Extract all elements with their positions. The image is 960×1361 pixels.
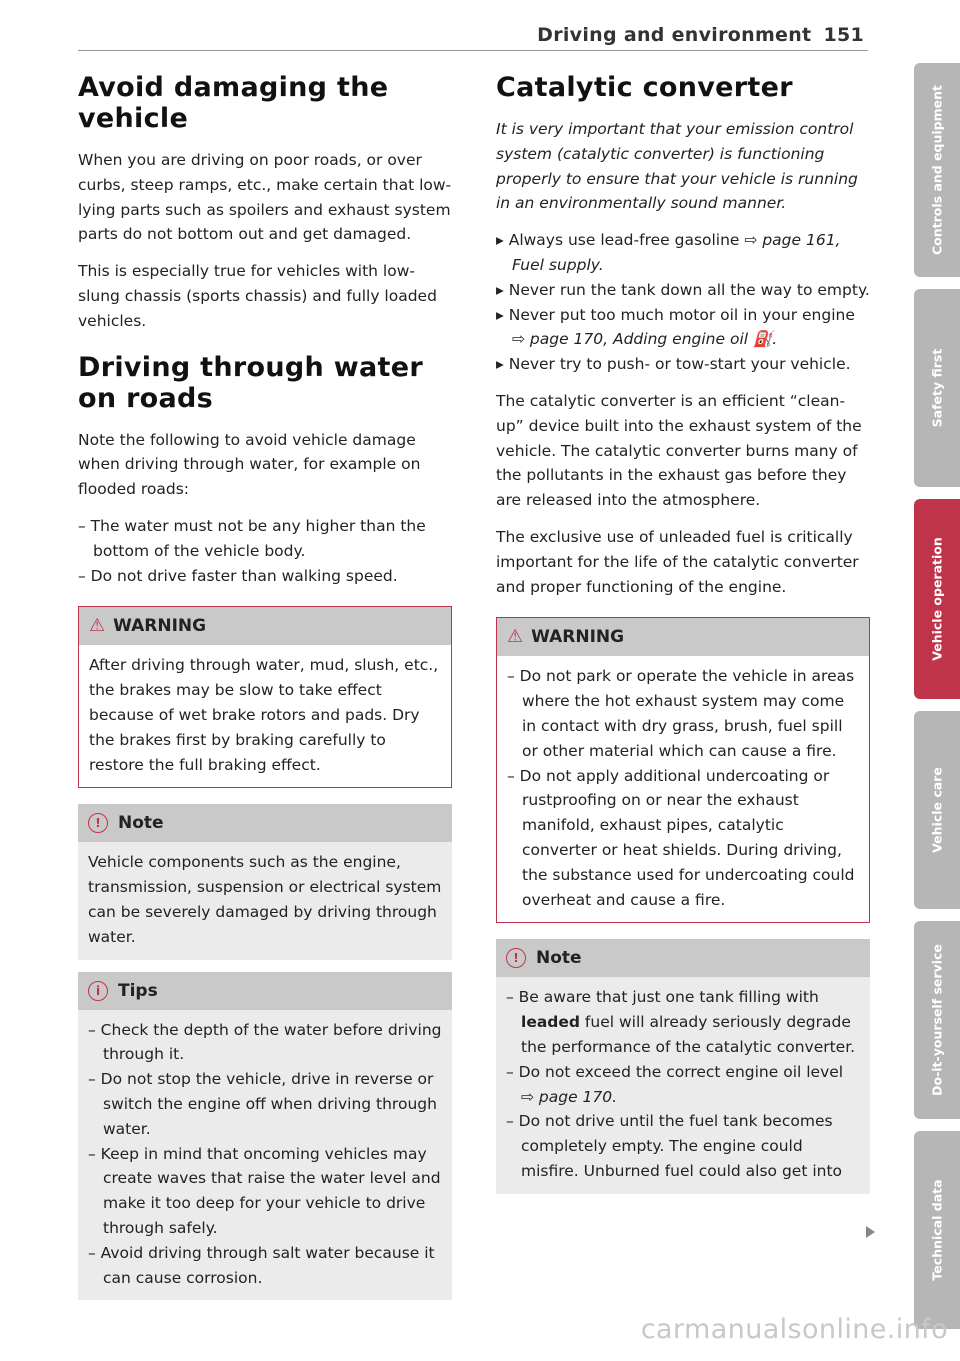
note-header (78, 804, 452, 842)
list-item: – Do not stop the vehicle, drive in reverse or switch the engine off when driving through water. (88, 1070, 437, 1138)
warning-box (496, 617, 870, 923)
bullet-text: Never run the tank down all the way to empty. (508, 280, 870, 299)
section-heading-catalytic: Catalytic converter (496, 72, 793, 103)
section-title: Driving and environment (537, 24, 812, 46)
tab-label: Safety first (929, 348, 945, 428)
tab-label: Vehicle operation (929, 537, 945, 661)
intro-paragraph: It is very important that your emission control system (catalytic converter) is functioning properly to ensure that your vehicle is running in an environmentally sound manner. (496, 120, 858, 213)
bullet-item: ▸ Always use lead-free gasoline ⇨ page 161, Fuel supply. (496, 231, 841, 274)
note-header (496, 939, 870, 977)
tips-title: Tips (118, 980, 158, 1001)
tab-label: Vehicle care (929, 767, 945, 853)
tips-box (78, 972, 452, 1301)
tab-label: Controls and equipment (929, 84, 945, 256)
cross-reference-link[interactable]: ⇨ page 170, Adding engine oil ⛽. (512, 330, 778, 349)
emphasis-text: leaded (521, 1013, 580, 1032)
warning-triangle-icon: ⚠ (89, 615, 106, 637)
note-box (496, 939, 870, 1193)
list-item: – Do not drive until the fuel tank becomes completely empty. The engine could misfire. Unburned fuel could also get into (506, 1112, 843, 1180)
tab-technical-data[interactable] (914, 1131, 960, 1329)
paragraph: This is especially true for vehicles with low-slung chassis (sports chassis) and fully loaded vehicles. (78, 262, 437, 330)
note-title: Note (118, 813, 164, 834)
note-title: Note (536, 948, 582, 969)
list-item: – Do not apply additional undercoating or rustproofing on or near the exhaust manifold, exhaust pipes, catalytic converter or heat shields. During driving, the substance used for undercoating could overheat and cause a fire. (507, 766, 855, 909)
caution-circle-icon: ! (88, 813, 108, 833)
page-number: 151 (823, 24, 864, 46)
watermark: carmanualsonline.info (640, 1314, 948, 1345)
list-item: – Do not park or operate the vehicle in areas where the hot exhaust system may come in contact with dry grass, brush, fuel spill or other material which can cause a fire. (507, 667, 855, 760)
continued-arrow-icon (866, 1226, 875, 1238)
caution-circle-icon: ! (506, 948, 526, 968)
note-text: fuel will already seriously degrade the performance of the catalytic converter. (521, 1013, 856, 1056)
note-text: – Be aware that just one tank filling with (506, 988, 819, 1007)
running-header (537, 24, 864, 46)
warning-header (79, 607, 451, 645)
warning-triangle-icon: ⚠ (507, 626, 524, 648)
list-item (506, 985, 860, 1059)
paragraph: When you are driving on poor roads, or over curbs, steep ramps, etc., make certain that low-lying parts such as spoilers and exhaust system parts do not bottom out and get damaged. (78, 151, 452, 244)
paragraph: The catalytic converter is an efficient “clean-up” device built into the exhaust system of the vehicle. The catalytic converter burns many of the pollutants in the exhaust gas before they are released into the atmosphere. (496, 391, 862, 510)
tab-do-it-yourself-service[interactable] (914, 921, 960, 1119)
warning-box (78, 606, 452, 788)
tips-header (78, 972, 452, 1010)
warning-title: WARNING (113, 616, 207, 637)
list-item: – Do not drive faster than walking speed. (78, 566, 398, 585)
tab-vehicle-care[interactable] (914, 711, 960, 909)
info-circle-icon: i (88, 981, 108, 1001)
warning-title: WARNING (531, 627, 625, 648)
bullet-text: Never put too much motor oil in your engine (508, 305, 855, 324)
list-item: – Check the depth of the water before driving through it. (88, 1020, 442, 1064)
section-heading-driving-water: Driving through water on roads (78, 351, 423, 414)
bullet-item: ▸ Never run the tank down all the way to empty. (496, 280, 870, 299)
paragraph: The exclusive use of unleaded fuel is critically important for the life of the catalytic converter and proper functioning of the engine. (496, 527, 859, 596)
tab-label: Technical data (929, 1179, 945, 1281)
left-column (78, 72, 452, 1312)
list-item: – Avoid driving through salt water because it can cause corrosion. (88, 1243, 435, 1287)
list-item (506, 1060, 860, 1110)
tab-label: Do-it-yourself service (929, 944, 945, 1096)
tab-vehicle-operation[interactable] (914, 499, 960, 699)
tab-controls-and-equipment[interactable] (914, 63, 960, 277)
bullet-text: Never try to push- or tow-start your vehicle. (508, 355, 851, 374)
note-text: Vehicle components such as the engine, transmission, suspension or electrical system can be severely damaged by driving through water. (88, 853, 442, 946)
cross-reference-link[interactable]: ⇨ page 161, Fuel supply. (512, 231, 841, 274)
cross-reference-link[interactable]: ⇨ page 170. (521, 1087, 618, 1106)
note-box (78, 804, 452, 959)
list-item: – Keep in mind that oncoming vehicles may create waves that raise the water level and make it too deep for your vehicle to drive through safely. (88, 1144, 441, 1237)
bullet-item: ▸ Never try to push- or tow-start your vehicle. (496, 355, 851, 374)
tab-safety-first[interactable] (914, 289, 960, 487)
right-column (496, 72, 870, 1206)
warning-header (497, 618, 869, 656)
note-text: – Do not exceed the correct engine oil level (506, 1062, 844, 1081)
paragraph: Note the following to avoid vehicle damage when driving through water, for example on flooded roads: (78, 430, 421, 499)
warning-text: After driving through water, mud, slush, etc., the brakes may be slow to take effect because of wet brake rotors and pads. Dry the brakes first by braking carefully to restore the full braking effect. (89, 656, 439, 774)
bullet-item: ▸ Never put too much motor oil in your engine ⇨ page 170, Adding engine oil ⛽. (496, 305, 855, 349)
list-item: – The water must not be any higher than the bottom of the vehicle body. (78, 516, 426, 560)
header-rule (78, 50, 868, 51)
bullet-text: Always use lead-free gasoline (508, 231, 740, 250)
section-heading-avoid-damage: Avoid damaging the vehicle (78, 72, 389, 134)
